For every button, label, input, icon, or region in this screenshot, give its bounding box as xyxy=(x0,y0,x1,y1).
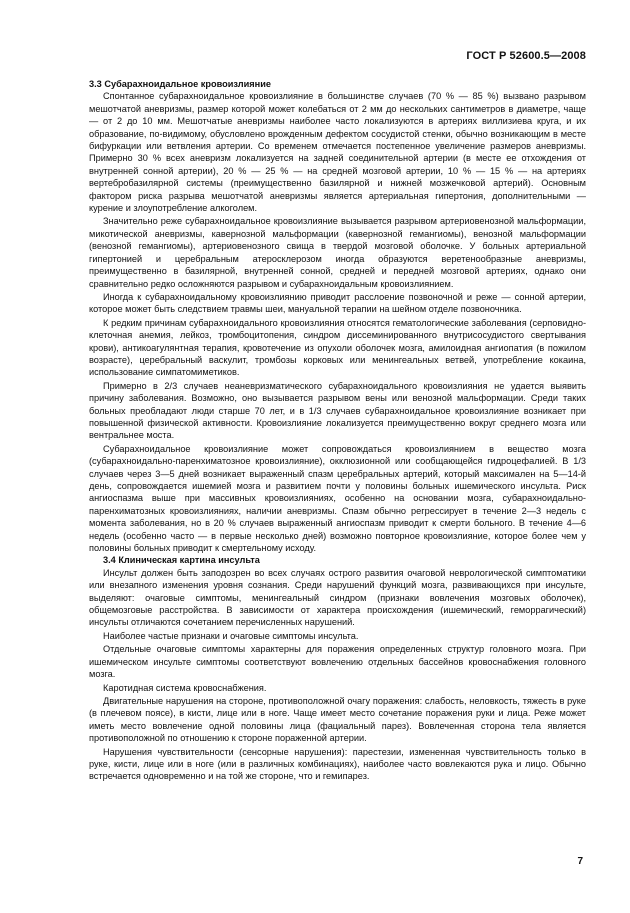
paragraph: Нарушения чувствительности (сенсорные нарушения): парестезии, измененная чувствительность только в руке, кисти, лице или в ноге (или в различных комбинациях), наиболее часто вовлекаются рука и лицо. Обычно встречается одновременно и на той же стороне, что и гемипарез. xyxy=(89,746,586,782)
paragraph: Субарахноидальное кровоизлияние может сопровождаться кровоизлиянием в вещество мозга (субарахноидально-паренхиматозное кровоизлияние), окклюзионной или сообщающейся гидроцефалией. В 1/3 случаев через 3—5 дней возникает выраженный спазм церебральных артерий, который максимален на 5—14-й день, сопровождается ишемией мозга и развитием почти у половины больных ишемического инсульта. Риск ангиоспазма выше при массивных кровоизлияниях, особенно на основании мозга, субарахноидально-паренхиматозных кровоизлияниях, наличии аневризмы. Спазм обычно регрессирует в течение 2—3 недель с момента заболевания, но в 20 % случаев выраженный ангиоспазм приводит к смерти больного. В течение 4—6 недель (особенно часто — в первые несколько дней) возможно повторное кровоизлияние, которое более чем у половины больных приводит к смертельному исходу. xyxy=(89,443,586,554)
paragraph: Инсульт должен быть заподозрен во всех случаях острого развития очаговой неврологической симптоматики или внезапного изменения уровня сознания. Среди нарушений функций мозга, развивающихся при инсульте, выделяют: очаговые симптомы, менингеальный синдром (признаки вовлечения мозговых оболочек), общемозговые расстройства. В зависимости от характера происхождения (ишемический, геморрагический) инсульты отличаются сочетанием перечисленных нарушений. xyxy=(89,567,586,628)
page-number: 7 xyxy=(577,856,583,867)
paragraph: Спонтанное субарахноидальное кровоизлияние в большинстве случаев (70 % — 85 %) вызвано разрывом мешотчатой аневризмы, размер которой может колебаться от 2 мм до нескольких сантиметров в диаметре, чаще — от 2 до 10 мм. Мешотчатые аневризмы наиболее часто локализуются в артериях виллизиева круга, и их образование, по-видимому, обусловлено врожденным дефектом сосудистой стенки, обычно возникающим в месте бифуркации или ветвления артерии. Со временем отмечается постепенное увеличение размеров аневризмы. Примерно 30 % всех аневризм локализуется на задней соединительной артерии (в месте ее отхождения от внутренней сонной артерии), 20 % — 25 % — на средней мозговой артерии, 10 % — 15 % — на артериях вертебробазилярной системы (преимущественно базилярной и нижней мозжечковой артерий). Основным фактором риска разрыва мешотчатой аневризмы является артериальная гипертония, дополнительными — курение и злоупотребление алкоголем. xyxy=(89,91,586,214)
section-heading: 3.3 Субарахноидальное кровоизлияние xyxy=(89,79,271,89)
paragraph: Двигательные нарушения на стороне, противоположной очагу поражения: слабость, неловкость, тяжесть в руке (в плечевом поясе), в кисти, лице или в ноге. Чаще имеет место сочетание поражения руки и лица. Реже может иметь место вовлечение одной половины лица (фациальный парез). Вовлеченная сторона тела является противоположной по отношению к стороне пораженной артерии. xyxy=(89,695,586,744)
paragraph: Иногда к субарахноидальному кровоизлиянию приводит расслоение позвоночной и реже — сонной артерии, которое может быть следствием травмы шеи, мануальной терапии на шейном отделе позвоночника. xyxy=(89,291,586,315)
paragraph: Наиболее частые признаки и очаговые симптомы инсульта. xyxy=(103,630,359,641)
paragraph: Отдельные очаговые симптомы характерны для поражения определенных структур головного мозга. При ишемическом инсульте симптомы соответствуют вовлечению отдельных бассейнов кровоснабжения головного мозга. xyxy=(89,644,586,680)
paragraph: Значительно реже субарахноидальное кровоизлияние вызывается разрывом артериовенозной мальформации, микотической аневризмы, кавернозной мальформации (кавернозной гемангиомы), венозной мальформации (венозной гемангиомы), артериовенозного свища в твердой мозговой оболочке. У больных артериальной гипертонией и церебральным атеросклерозом иногда образуются веретенообразные аневризмы, преимущественно в базилярной, внутренней сонной, средней и передней мозговой артериях, однако они сравнительно редко осложняются разрывом и субарахноидальным кровоизлиянием. xyxy=(89,216,586,289)
document-header: ГОСТ Р 52600.5—2008 xyxy=(466,50,586,62)
paragraph: Каротидная система кровоснабжения. xyxy=(103,682,267,693)
paragraph: Примерно в 2/3 случаев неаневризматического субарахноидального кровоизлияния не удается выявить причину заболевания. Возможно, оно вызывается разрывом вены или венозной мальформации. Среди таких больных преобладают люди старше 70 лет, и в 1/3 случаев субарахноидальное кровоизлияние возникает при повышенной физической активности. Кровоизлияние локализуется преимущественно вокруг среднего мозга или вентральнее моста. xyxy=(89,380,586,441)
document-body xyxy=(89,78,586,783)
paragraph: К редким причинам субарахноидального кровоизлияния относятся гематологические заболевания (серповидно-клеточная анемия, лейкоз, тромбоцитопения, синдром диссеминированного внутрисосудистого свертывания крови), антикоагулянтная терапия, кровотечение из опухоли оболочек мозга, амилоидная ангиопатия (в пожилом возрасте), церебральный васкулит, тромбозы корковых или менингеальных ветвей, употребление кокаина, использование симпатомиметиков. xyxy=(89,317,586,378)
section-heading: 3.4 Клиническая картина инсульта xyxy=(103,555,260,566)
